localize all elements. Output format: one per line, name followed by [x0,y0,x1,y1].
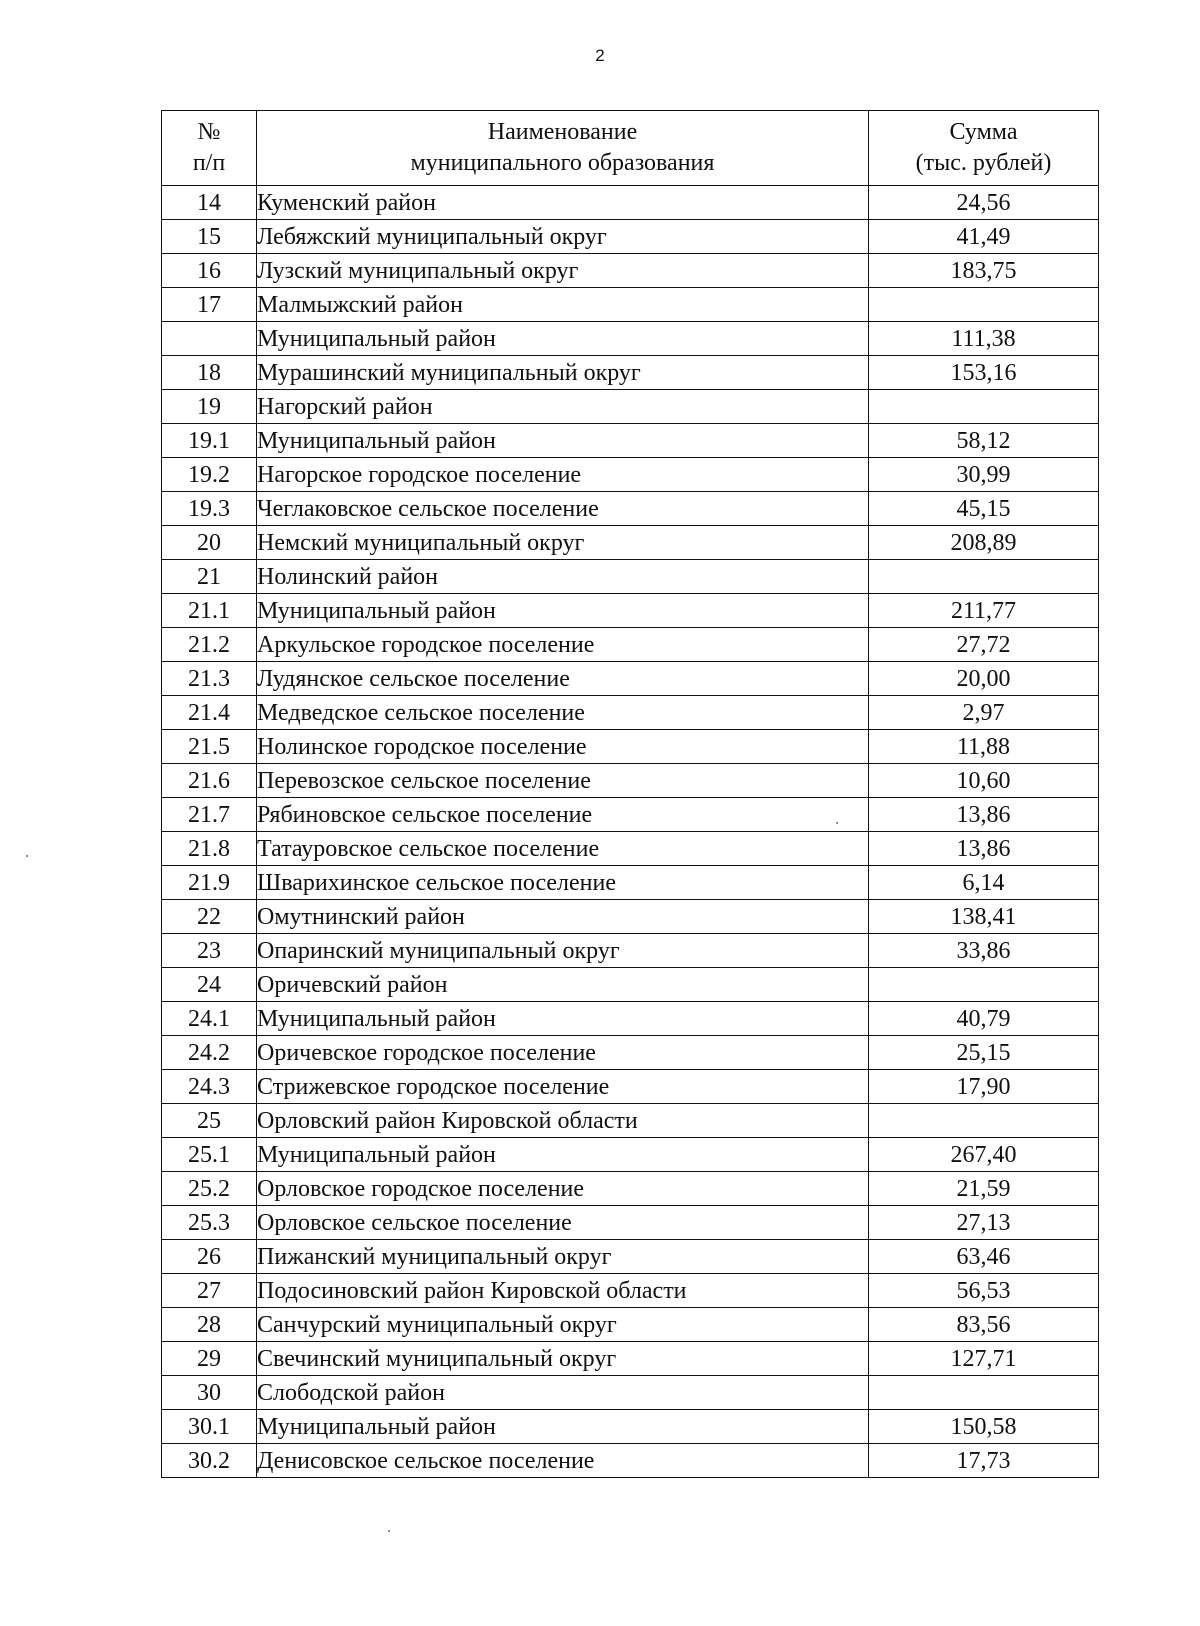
row-municipality-name: Орловское городское поселение [257,1172,869,1206]
row-municipality-name: Подосиновский район Кировской области [257,1274,869,1308]
table-row [162,628,1099,662]
row-number: 21.5 [162,730,257,764]
header-num-line-2: п/п [192,150,226,176]
row-number: 24.3 [162,1070,257,1104]
table-row [162,1444,1099,1478]
header-name-line-1: Наименование [487,119,638,145]
table-row [162,798,1099,832]
row-sum: 45,15 [869,492,1099,526]
scan-speck [836,822,838,824]
table-row [162,1070,1099,1104]
row-number: 21 [162,560,257,594]
row-number: 20 [162,526,257,560]
header-num-line-1: № [197,119,221,145]
table-row [162,662,1099,696]
row-municipality-name: Денисовское сельское поселение [257,1444,869,1478]
row-municipality-name: Нагорское городское поселение [257,458,869,492]
table-row [162,186,1099,220]
table-row [162,356,1099,390]
header-num [162,111,257,186]
row-number: 22 [162,900,257,934]
row-number: 14 [162,186,257,220]
row-sum: 208,89 [869,526,1099,560]
row-number: 25 [162,1104,257,1138]
row-municipality-name: Свечинский муниципальный округ [257,1342,869,1376]
row-sum: 17,73 [869,1444,1099,1478]
row-municipality-name: Муниципальный район [257,322,869,356]
row-sum [869,1376,1099,1410]
table-row [162,832,1099,866]
row-municipality-name: Рябиновское сельское поселение [257,798,869,832]
table-row [162,696,1099,730]
row-municipality-name: Лудянское сельское поселение [257,662,869,696]
row-number: 21.4 [162,696,257,730]
row-sum: 10,60 [869,764,1099,798]
row-municipality-name: Муниципальный район [257,1410,869,1444]
row-municipality-name: Опаринский муниципальный округ [257,934,869,968]
table-row [162,968,1099,1002]
table-row [162,220,1099,254]
row-number: 28 [162,1308,257,1342]
row-municipality-name: Санчурский муниципальный округ [257,1308,869,1342]
header-name [257,111,869,186]
row-sum: 40,79 [869,1002,1099,1036]
header-sum-line-1: Сумма [949,119,1018,145]
row-sum: 83,56 [869,1308,1099,1342]
row-number: 29 [162,1342,257,1376]
municipal-sum-table [161,110,1099,1478]
row-number: 25.3 [162,1206,257,1240]
row-sum: 17,90 [869,1070,1099,1104]
row-number: 24.2 [162,1036,257,1070]
row-municipality-name: Немский муниципальный округ [257,526,869,560]
row-municipality-name: Муниципальный район [257,1002,869,1036]
row-municipality-name: Пижанский муниципальный округ [257,1240,869,1274]
table-row [162,764,1099,798]
row-sum: 33,86 [869,934,1099,968]
row-number: 16 [162,254,257,288]
row-sum: 56,53 [869,1274,1099,1308]
row-municipality-name: Муниципальный район [257,424,869,458]
row-sum: 267,40 [869,1138,1099,1172]
row-sum: 41,49 [869,220,1099,254]
row-number: 26 [162,1240,257,1274]
row-municipality-name: Мурашинский муниципальный округ [257,356,869,390]
row-number: 25.2 [162,1172,257,1206]
row-municipality-name: Лебяжский муниципальный округ [257,220,869,254]
row-sum: 153,16 [869,356,1099,390]
row-municipality-name: Орловский район Кировской области [257,1104,869,1138]
table-row [162,1240,1099,1274]
row-sum: 21,59 [869,1172,1099,1206]
row-sum: 11,88 [869,730,1099,764]
row-number: 19.3 [162,492,257,526]
row-number: 24.1 [162,1002,257,1036]
table-row [162,1308,1099,1342]
row-sum: 13,86 [869,798,1099,832]
table-row [162,458,1099,492]
table-row [162,1138,1099,1172]
row-municipality-name: Малмыжский район [257,288,869,322]
row-sum: 27,13 [869,1206,1099,1240]
row-number: 24 [162,968,257,1002]
row-number: 30.2 [162,1444,257,1478]
row-municipality-name: Слободской район [257,1376,869,1410]
row-municipality-name: Нагорский район [257,390,869,424]
table-row [162,560,1099,594]
row-sum [869,968,1099,1002]
row-municipality-name: Муниципальный район [257,594,869,628]
row-number: 19 [162,390,257,424]
row-sum [869,288,1099,322]
table-row [162,900,1099,934]
row-municipality-name: Татауровское сельское поселение [257,832,869,866]
row-number [162,322,257,356]
page-number: 2 [595,46,605,65]
row-municipality-name: Чеглаковское сельское поселение [257,492,869,526]
row-number: 18 [162,356,257,390]
table-header-row [162,111,1099,186]
row-number: 19.1 [162,424,257,458]
scan-speck [388,1530,390,1532]
table-row [162,254,1099,288]
header-name-line-2: муниципального образования [410,150,715,176]
row-number: 21.3 [162,662,257,696]
row-number: 17 [162,288,257,322]
scan-speck [26,855,28,857]
table-row [162,594,1099,628]
row-municipality-name: Аркульское городское поселение [257,628,869,662]
row-sum: 127,71 [869,1342,1099,1376]
row-number: 21.7 [162,798,257,832]
table-row [162,526,1099,560]
table-row [162,492,1099,526]
row-number: 21.2 [162,628,257,662]
row-sum: 20,00 [869,662,1099,696]
row-number: 30 [162,1376,257,1410]
row-number: 21.1 [162,594,257,628]
row-municipality-name: Нолинский район [257,560,869,594]
row-sum [869,560,1099,594]
row-municipality-name: Лузский муниципальный округ [257,254,869,288]
table-row [162,934,1099,968]
row-number: 19.2 [162,458,257,492]
row-sum: 30,99 [869,458,1099,492]
row-sum: 58,12 [869,424,1099,458]
row-sum: 24,56 [869,186,1099,220]
row-municipality-name: Шварихинское сельское поселение [257,866,869,900]
row-sum: 63,46 [869,1240,1099,1274]
row-sum: 211,77 [869,594,1099,628]
table-row [162,866,1099,900]
row-municipality-name: Муниципальный район [257,1138,869,1172]
table-row [162,1342,1099,1376]
row-sum: 183,75 [869,254,1099,288]
row-number: 21.8 [162,832,257,866]
table-body [162,186,1099,1478]
row-sum [869,1104,1099,1138]
row-sum: 138,41 [869,900,1099,934]
row-number: 27 [162,1274,257,1308]
row-number: 23 [162,934,257,968]
table-row [162,730,1099,764]
row-sum: 25,15 [869,1036,1099,1070]
table-row [162,1410,1099,1444]
row-number: 21.6 [162,764,257,798]
row-sum: 150,58 [869,1410,1099,1444]
row-municipality-name: Омутнинский район [257,900,869,934]
header-sum [869,111,1099,186]
row-number: 30.1 [162,1410,257,1444]
row-municipality-name: Медведское сельское поселение [257,696,869,730]
row-sum: 13,86 [869,832,1099,866]
table-row [162,424,1099,458]
table-row [162,1002,1099,1036]
table-row [162,1036,1099,1070]
row-municipality-name: Оричевское городское поселение [257,1036,869,1070]
row-number: 21.9 [162,866,257,900]
row-municipality-name: Нолинское городское поселение [257,730,869,764]
table-row [162,288,1099,322]
table-row [162,1172,1099,1206]
table-row [162,322,1099,356]
row-municipality-name: Оричевский район [257,968,869,1002]
row-number: 25.1 [162,1138,257,1172]
table-row [162,390,1099,424]
table-row [162,1274,1099,1308]
row-sum: 27,72 [869,628,1099,662]
row-sum: 111,38 [869,322,1099,356]
row-municipality-name: Стрижевское городское поселение [257,1070,869,1104]
header-sum-line-2: (тыс. рублей) [915,150,1052,176]
row-number: 15 [162,220,257,254]
table-row [162,1206,1099,1240]
row-sum: 6,14 [869,866,1099,900]
table-row [162,1104,1099,1138]
row-sum [869,390,1099,424]
table-row [162,1376,1099,1410]
row-municipality-name: Орловское сельское поселение [257,1206,869,1240]
row-sum: 2,97 [869,696,1099,730]
row-municipality-name: Куменский район [257,186,869,220]
row-municipality-name: Перевозское сельское поселение [257,764,869,798]
